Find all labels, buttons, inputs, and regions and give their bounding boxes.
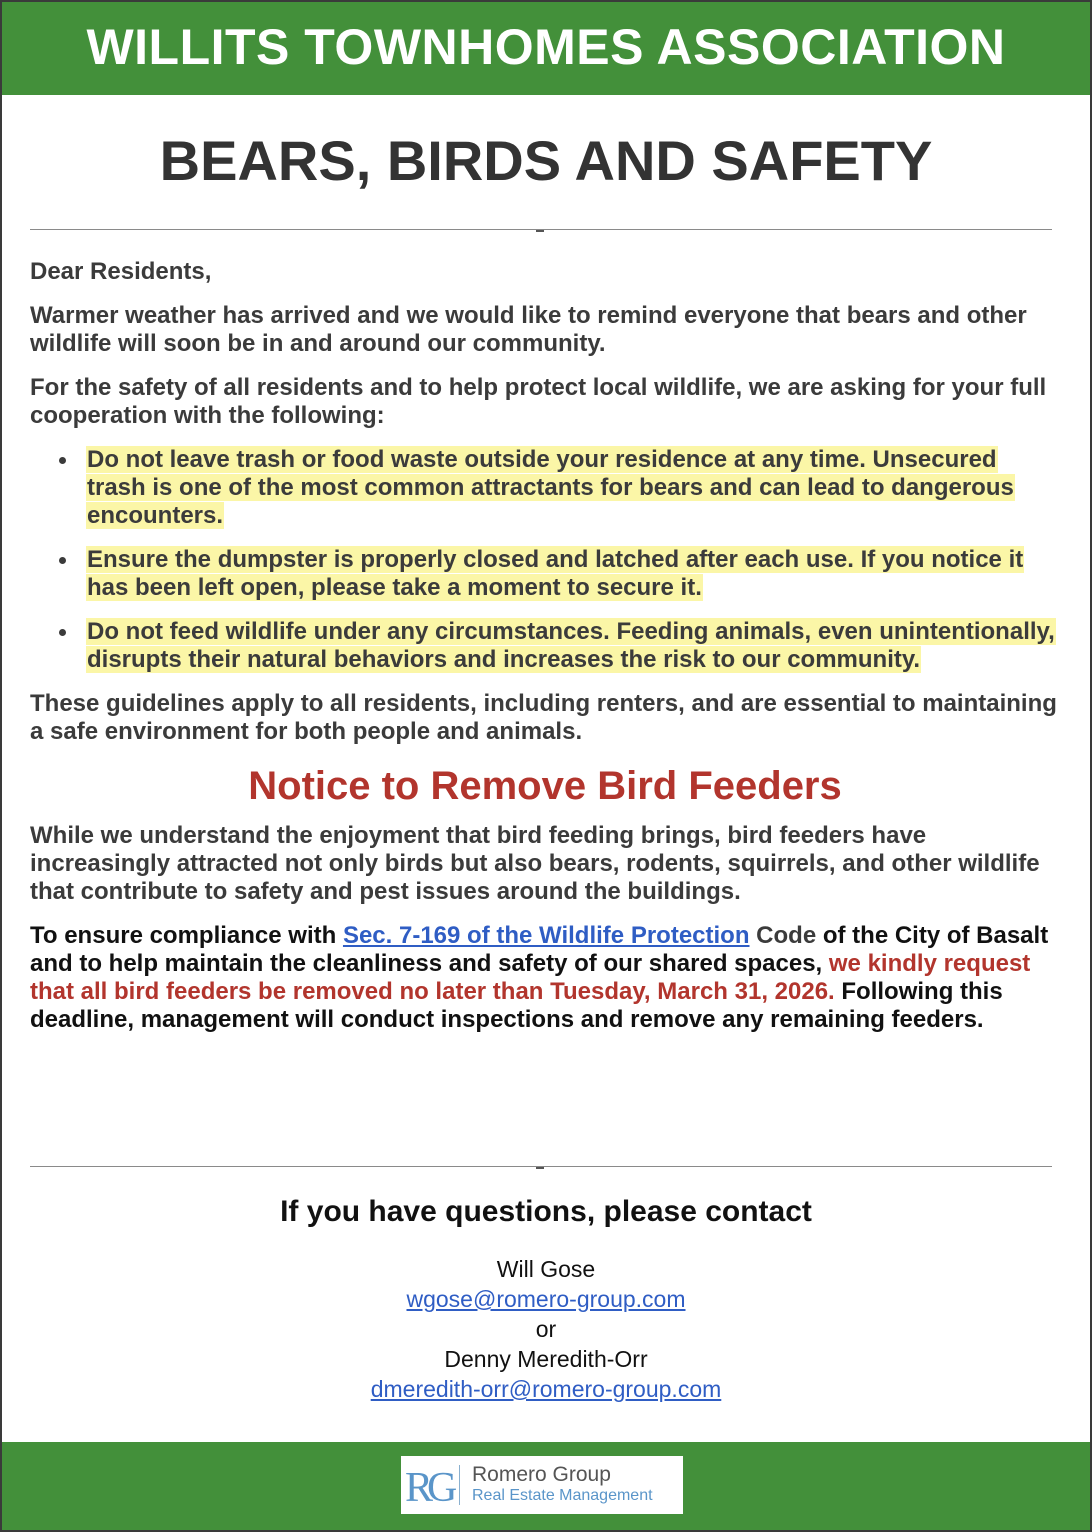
page-title: BEARS, BIRDS AND SAFETY: [159, 129, 933, 192]
svg-text:G: G: [427, 1465, 457, 1507]
rg-monogram-icon: [401, 1456, 459, 1514]
letter-body: [30, 258, 1060, 1034]
logo-separator: [459, 1465, 460, 1505]
list-item: [86, 618, 1060, 674]
compliance-paragraph: [30, 922, 1060, 1034]
compliance-prefix: To ensure compliance with: [30, 922, 343, 949]
list-item: [86, 446, 1060, 530]
code-section-link[interactable]: Sec. 7-169 of the Wildlife Protection: [342, 922, 750, 949]
company-logo: [401, 1456, 683, 1514]
contact-or: or: [535, 1316, 557, 1342]
deadline-request: we kindly request that all bird feeders be removed no later than Tuesday, March 31, 2026.: [30, 950, 1031, 1005]
logo-company-name: Romero Group: [472, 1463, 611, 1486]
contact-email-2-link[interactable]: dmeredith-orr@romero-group.com: [370, 1376, 722, 1402]
contact-heading: If you have questions, please contact: [280, 1195, 812, 1228]
rules-list: [30, 446, 1060, 674]
intro-paragraph: Warmer weather has arrived and we would like to remind everyone that bears and other wildlife will soon be in and around our community.: [30, 302, 1027, 357]
compliance-code: Code: [749, 922, 817, 949]
notice-body: While we understand the enjoyment that bird feeding brings, bird feeders have increasingly attracted not only birds but also bears, rodents, squirrels, and other wildlife that contribute to safety and pest issues around the buildings.: [30, 822, 1040, 905]
rule-text: Do not feed wildlife under any circumstances. Feeding animals, even unintentionally, disrupts their natural behaviors and increases the risk to our community.: [87, 618, 1055, 673]
contact-section: [2, 1197, 1090, 1404]
guidelines-paragraph: These guidelines apply to all residents, including renters, and are essential to maintaining a safe environment for both people and animals.: [30, 690, 1057, 745]
contact-name-2: Denny Meredith-Orr: [444, 1346, 648, 1372]
rule-text: Ensure the dumpster is properly closed and latched after each use. If you notice it has been left open, please take a moment to secure it.: [87, 546, 1024, 601]
greeting: Dear Residents,: [30, 258, 212, 285]
divider-bottom: [30, 1166, 1052, 1167]
request-paragraph: For the safety of all residents and to help protect local wildlife, we are asking for your full cooperation with the following:: [30, 374, 1047, 429]
notice-title: Notice to Remove Bird Feeders: [248, 764, 842, 808]
contact-name-1: Will Gose: [496, 1256, 596, 1282]
divider-top: [30, 229, 1052, 230]
list-item: [86, 546, 1060, 602]
svg-text:R: R: [405, 1465, 434, 1507]
org-name: WILLITS TOWNHOMES ASSOCIATION: [86, 18, 1006, 75]
header-band: [2, 2, 1090, 95]
contact-email-1-link[interactable]: wgose@romero-group.com: [406, 1286, 686, 1312]
compliance-middle: of the City of Basalt and to help maintain the cleanliness and safety of our shared spaces,: [30, 922, 1049, 977]
rule-text: Do not leave trash or food waste outside your residence at any time. Unsecured trash is one of the most common attractants for bears and can lead to dangerous encounters.: [87, 446, 1014, 529]
compliance-suffix: Following this deadline, management will conduct inspections and remove any remaining feeders.: [30, 978, 1003, 1033]
logo-tagline: Real Estate Management: [472, 1487, 653, 1504]
